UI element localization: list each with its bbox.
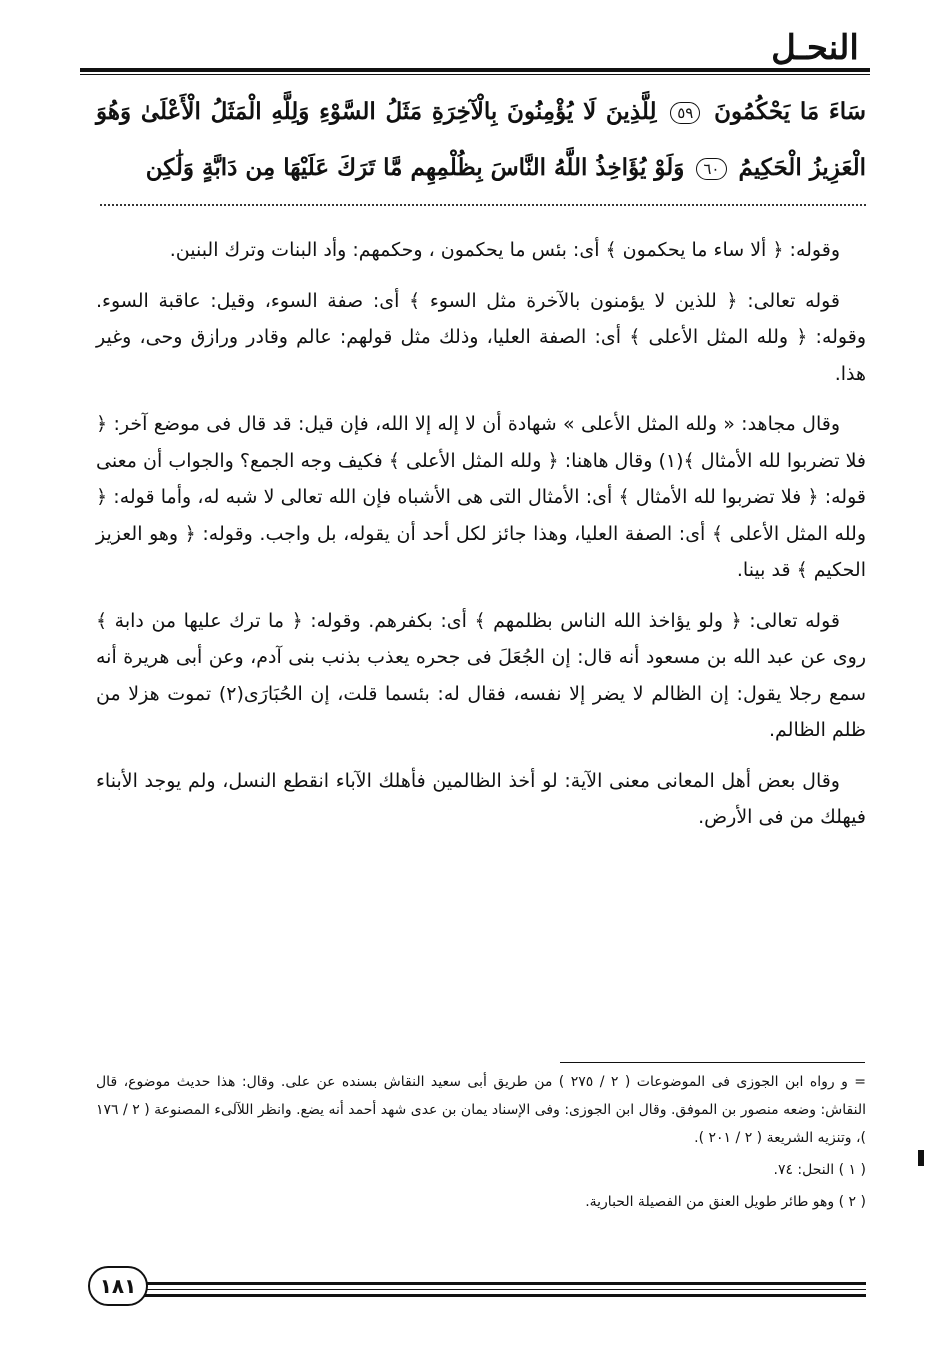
footnote-continued: = و رواه ابن الجوزى فى الموضوعات ( ٢ / ٢٧٥ ) من طريق أبى سعيد النقاش بسنده عن على. وقال: هذا حديث موضوع، قال النقاش: وضعه منصور بن الموفق. وقال ابن الجوزى: وفى الإسناد يمان بن عدى شهد أحمد أنه يضع. وانظر اللآلىء المصنوعة ( ٢ / ١٧٦ )، وتنزيه الشريعة ( ٢ / ٢٠١ ).: [96, 1074, 866, 1146]
commentary-paragraph: وقال بعض أهل المعانى معنى الآية: لو أخذ الظالمين فأهلك الآباء انقطع النسل، ولم يوجد الأبناء فيهلك من فى الأرض.: [96, 769, 866, 828]
verse-number-marker: ٥٩: [670, 102, 700, 124]
verses-divider: [100, 204, 866, 206]
footer-rule: [140, 1294, 866, 1297]
verse-number-marker: ٦٠: [696, 158, 726, 180]
verse-text: لِلَّذِينَ لَا يُؤْمِنُونَ بِالْآخِرَةِ مَثَلُ السَّوْءِ وَلِلَّهِ الْمَثَلُ الْأَعْلَىٰ وَهُوَ الْعَزِيزُ الْحَكِيمُ: [96, 98, 866, 181]
footnotes: [96, 1068, 866, 1220]
footnote-separator: [560, 1062, 865, 1063]
header-rule-thin: [80, 74, 870, 75]
footnote-1: ( ١ ) النحل: ٧٤.: [773, 1162, 866, 1178]
verse-text: وَلَوْ يُؤَاخِذُ اللَّهُ النَّاسَ بِظُلْمِهِم مَّا تَرَكَ عَلَيْهَا مِن دَابَّةٍ وَلَٰكِن: [145, 154, 685, 181]
commentary-paragraph: قوله تعالى: ﴿ ولو يؤاخذ الله الناس بظلمهم ﴾ أى: بكفرهم. وقوله: ﴿ ما ترك عليها من دابة ﴾ روى عن عبد الله بن مسعود أنه قال: إن الجُعَلَ فى جحره يعذب بذنب بنى آدم، وعن أبى هريرة أنه سمع رجلا يقول: إن الظالم لا يضر إلا نفسه، فقال له: بئسما قلت، إن الحُبَارَى(٢) تموت هزلا من ظلم الظالم.: [96, 609, 866, 741]
footer-rule: [140, 1289, 866, 1290]
footnote-2: ( ٢ ) وهو طائر طويل العنق من الفصيلة الحبارية.: [585, 1194, 866, 1210]
commentary-body: [96, 232, 866, 850]
commentary-paragraph: وقال مجاهد: « ولله المثل الأعلى » شهادة أن لا إله إلا الله، فإن قيل: قد قال فى موضع آخر: ﴿ فلا تضربوا لله الأمثال ﴾(١) وقال هاهنا: ﴿ ولله المثل الأعلى ﴾ فكيف وجه الجمع؟ والجواب أن معنى قوله: ﴿ فلا تضربوا لله الأمثال ﴾ أى: الأمثال التى هى الأشباه فإن الله تعالى لا شبه له، وأما قوله: ﴿ ولله المثل الأعلى ﴾ أى: الصفة العليا، وهذا جائز لكل أحد أن يقوله، بل واجب. وقوله: ﴿ وهو العزيز الحكيم ﴾ قد بينا.: [96, 413, 866, 581]
page-number: ١٨١: [88, 1266, 148, 1306]
page-header-title: النحـل: [771, 28, 859, 68]
quran-verses: [96, 84, 866, 196]
margin-mark: [918, 1150, 924, 1166]
footer-rule: [140, 1282, 866, 1285]
commentary-paragraph: قوله تعالى: ﴿ للذين لا يؤمنون بالآخرة مثل السوء ﴾ أى: صفة السوء، وقيل: عاقبة السوء. وقوله: ﴿ ولله المثل الأعلى ﴾ أى: الصفة العليا، وذلك مثل قولهم: عالم وقادر ورازق وحى، وغير هذا.: [96, 289, 866, 385]
commentary-paragraph: وقوله: ﴿ ألا ساء ما يحكمون ﴾ أى: بئس ما يحكمون ، وحكمهم: وأد البنات وترك البنين.: [169, 239, 840, 261]
header-rule: [80, 68, 870, 72]
verse-text: سَاءَ مَا يَحْكُمُونَ: [714, 98, 866, 125]
